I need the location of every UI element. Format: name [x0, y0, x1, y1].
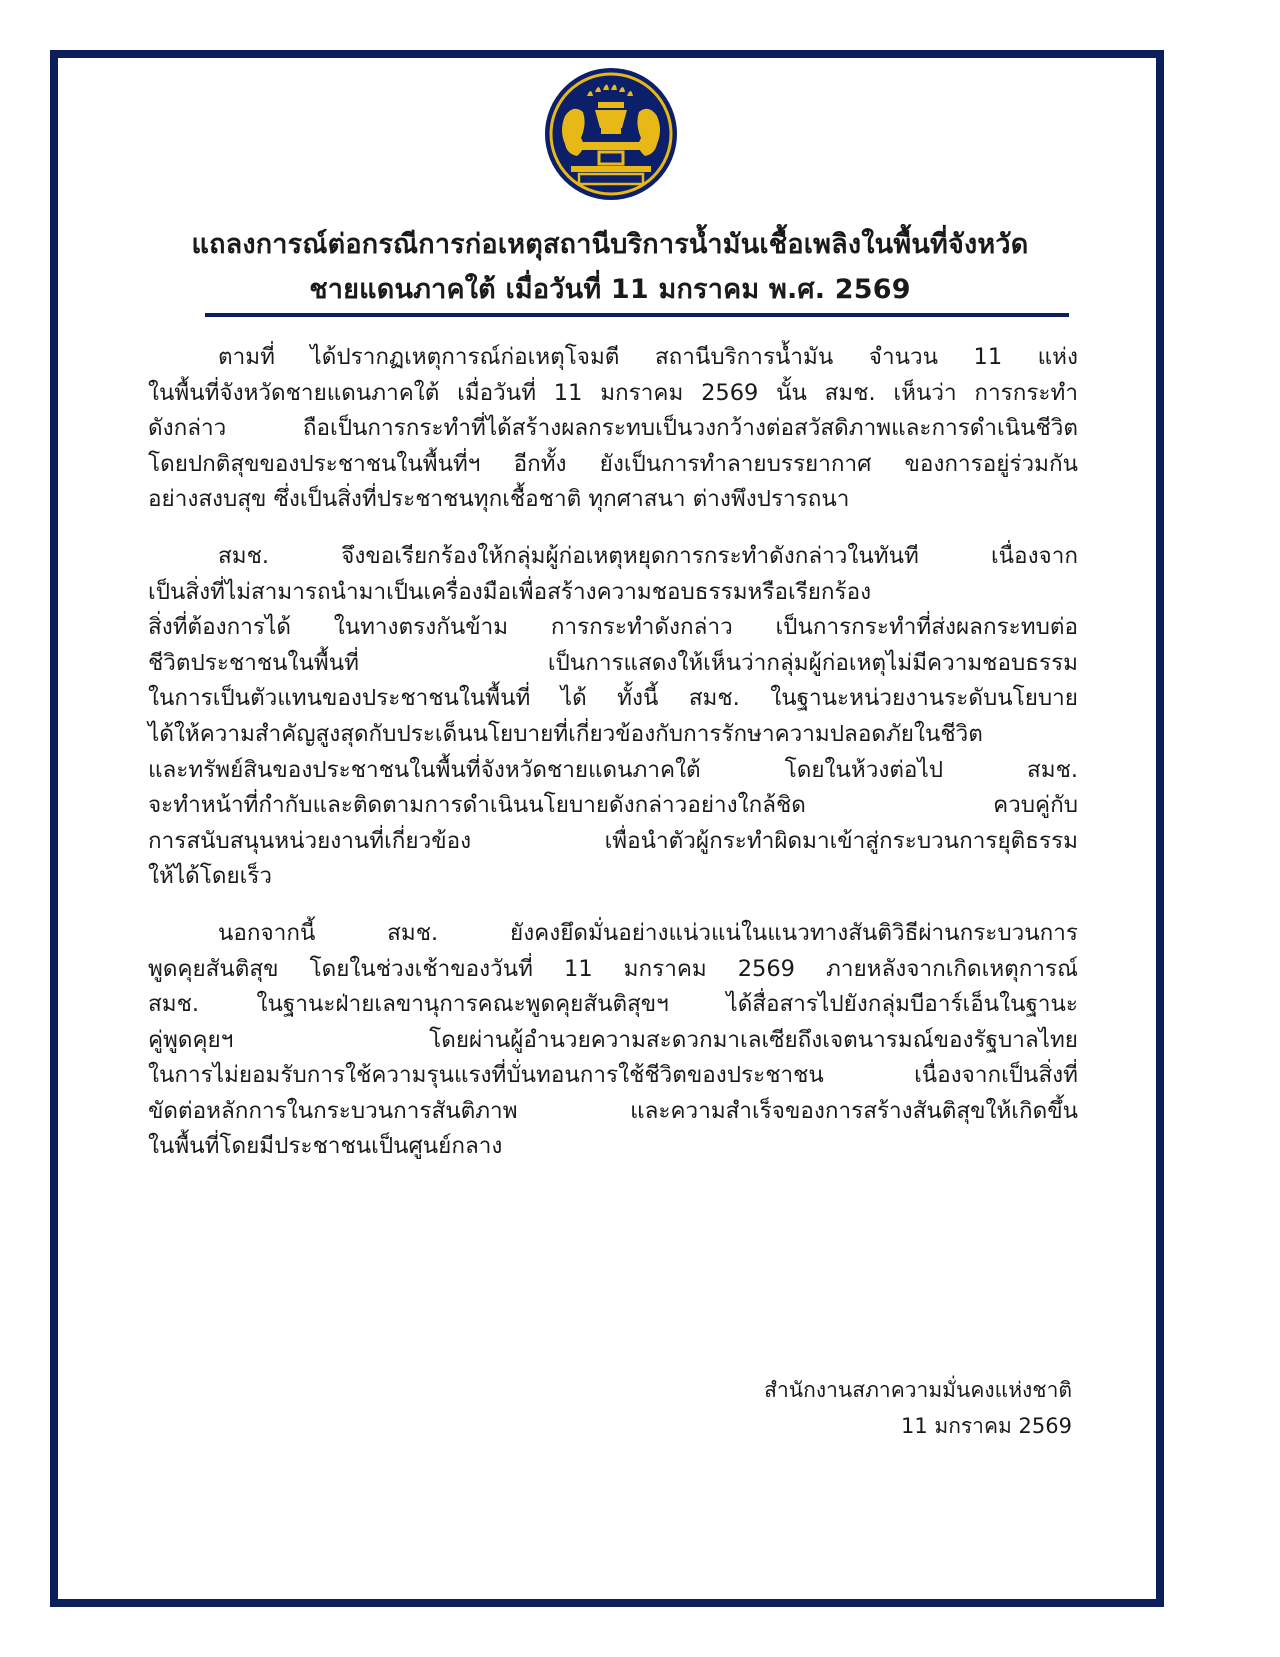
text-line: การสนับสนุนหน่วยงานที่เกี่ยวข้อง เพื่อนำตัวผู้กระทำผิดมาเข้าสู่กระบวนการยุติธรรม	[148, 827, 1078, 854]
thai-government-seal-icon	[543, 66, 679, 202]
paragraph-1	[148, 340, 1078, 518]
text-line: นอกจากนี้ สมช. ยังคงยึดมั่นอย่างแน่วแน่ในแนวทางสันติวิธีผ่านกระบวนการ	[218, 919, 1078, 946]
issuing-organization: สำนักงานสภาความมั่นคงแห่งชาติ	[764, 1378, 1072, 1402]
text-line: ให้ได้โดยเร็ว	[148, 863, 273, 890]
statement-title	[90, 222, 1130, 312]
signature-block	[764, 1372, 1072, 1444]
statement-body	[148, 340, 1078, 1186]
text-line: พูดคุยสันติสุข โดยในช่วงเช้าของวันที่ 11 มกราคม 2569 ภายหลังจากเกิดเหตุการณ์	[148, 955, 1078, 982]
text-line: ชีวิตประชาชนในพื้นที่ เป็นการแสดงให้เห็นว่ากลุ่มผู้ก่อเหตุไม่มีความชอบธรรม	[148, 649, 1078, 676]
text-line: สมช. จึงขอเรียกร้องให้กลุ่มผู้ก่อเหตุหยุดการกระทำดังกล่าวในทันที เนื่องจาก	[218, 542, 1078, 569]
title-underline	[205, 313, 1069, 317]
text-line: ในพื้นที่จังหวัดชายแดนภาคใต้ เมื่อวันที่ 11 มกราคม 2569 นั้น สมช. เห็นว่า การกระทำ	[148, 379, 1078, 406]
issue-date: 11 มกราคม 2569	[900, 1414, 1072, 1438]
title-line-2: ชายแดนภาคใต้ เมื่อวันที่ 11 มกราคม พ.ศ. 2569	[309, 274, 911, 305]
paragraph-2	[148, 539, 1078, 895]
text-line: ในพื้นที่โดยมีประชาชนเป็นศูนย์กลาง	[148, 1133, 503, 1160]
text-line: สมช. ในฐานะฝ่ายเลขานุการคณะพูดคุยสันติสุขฯ ได้สื่อสารไปยังกลุ่มบีอาร์เอ็นในฐานะ	[148, 991, 1078, 1018]
text-line: ตามที่ ได้ปรากฏเหตุการณ์ก่อเหตุโจมตี สถานีบริการน้ำมัน จำนวน 11 แห่ง	[218, 344, 1078, 370]
text-line: เป็นสิ่งที่ไม่สามารถนำมาเป็นเครื่องมือเพื่อสร้างความชอบธรรมหรือเรียกร้อง	[148, 578, 872, 605]
paragraph-3	[148, 916, 1078, 1165]
text-line: ในการเป็นตัวแทนของประชาชนในพื้นที่ ได้ ทั้งนี้ สมช. ในฐานะหน่วยงานระดับนโยบาย	[148, 685, 1078, 712]
text-line: และทรัพย์สินของประชาชนในพื้นที่จังหวัดชายแดนภาคใต้ โดยในห้วงต่อไป สมช.	[148, 756, 1078, 783]
text-line: ในการไม่ยอมรับการใช้ความรุนแรงที่บั่นทอนการใช้ชีวิตของประชาชน เนื่องจากเป็นสิ่งที่	[148, 1062, 1078, 1089]
text-line: ขัดต่อหลักการในกระบวนการสันติภาพ และความสำเร็จของการสร้างสันติสุขให้เกิดขึ้น	[148, 1097, 1078, 1124]
text-line: โดยปกติสุขของประชาชนในพื้นที่ฯ อีกทั้ง ยังเป็นการทำลายบรรยากาศ ของการอยู่ร่วมกัน	[148, 450, 1078, 477]
text-line: อย่างสงบสุข ซึ่งเป็นสิ่งที่ประชาชนทุกเชื้อชาติ ทุกศาสนา ต่างพึงปรารถนา	[148, 486, 850, 513]
text-line: สิ่งที่ต้องการได้ ในทางตรงกันข้าม การกระทำดังกล่าว เป็นการกระทำที่ส่งผลกระทบต่อ	[148, 614, 1078, 641]
text-line: จะทำหน้าที่กำกับและติดตามการดำเนินนโยบายดังกล่าวอย่างใกล้ชิด ควบคู่กับ	[148, 792, 1078, 819]
text-line: ได้ให้ความสำคัญสูงสุดกับประเด็นนโยบายที่เกี่ยวข้องกับการรักษาความปลอดภัยในชีวิต	[148, 720, 983, 747]
text-line: ดังกล่าว ถือเป็นการกระทำที่ได้สร้างผลกระทบเป็นวงกว้างต่อสวัสดิภาพและการดำเนินชีวิต	[148, 415, 1078, 442]
text-line: คู่พูดคุยฯ โดยผ่านผู้อำนวยความสะดวกมาเลเซียถึงเจตนารมณ์ของรัฐบาลไทย	[148, 1026, 1078, 1053]
title-line-1: แถลงการณ์ต่อกรณีการก่อเหตุสถานีบริการน้ำมันเชื้อเพลิงในพื้นที่จังหวัด	[191, 229, 1029, 260]
